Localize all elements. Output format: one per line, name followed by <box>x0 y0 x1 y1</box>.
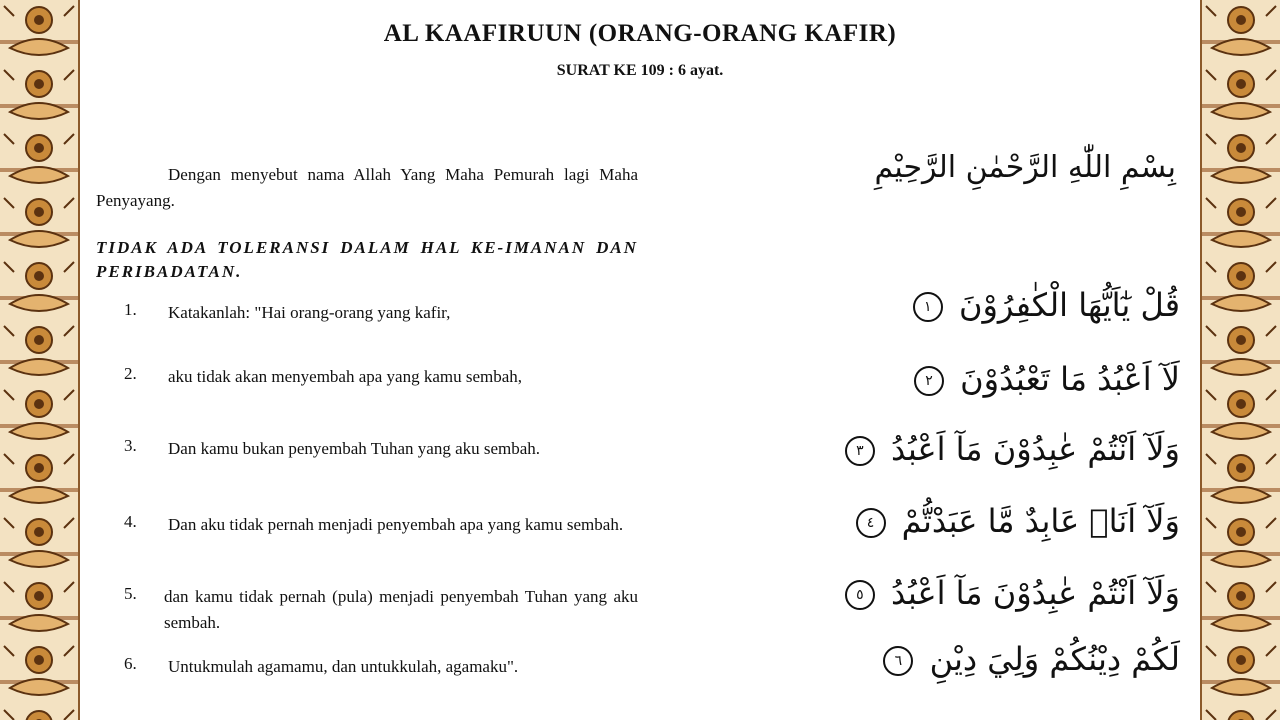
section-heading: TIDAK ADA TOLERANSI DALAM HAL KE-IMANAN DAN PERIBADATAN. <box>96 238 638 281</box>
verse-number: 4. <box>124 512 137 531</box>
ayah-number-marker: ٢ <box>914 366 944 396</box>
verse-arabic-text: وَلَآ اَنْتُمْ عٰبِدُوْنَ مَآ اَعْبُدُ <box>891 430 1180 468</box>
floral-pattern-icon <box>0 0 78 720</box>
verse-arabic-text: لَآ اَعْبُدُ مَا تَعْبُدُوْنَ <box>960 360 1180 398</box>
page-title: AL KAAFIRUUN (ORANG-ORANG KAFIR) <box>383 20 897 47</box>
verse-translation: Katakanlah: "Hai orang-orang yang kafir, <box>168 303 451 322</box>
verse-arabic-text: قُلْ يٰٓاَيُّهَا الْكٰفِرُوْنَ <box>958 286 1180 324</box>
bismillah-arabic: بِسْمِ اللّٰهِ الرَّحْمٰنِ الرَّحِيْمِ <box>874 150 1176 185</box>
verse-translation: dan kamu tidak pernah (pula) menjadi penyembah Tuhan yang aku sembah. <box>164 587 638 632</box>
floral-pattern-icon <box>1202 0 1280 720</box>
verse-number: 3. <box>124 436 137 455</box>
verse-arabic <box>845 430 1180 468</box>
verse-translation: Untukmulah agamamu, dan untukkulah, agamaku". <box>168 657 519 676</box>
verse-number: 2. <box>124 364 137 383</box>
verse-number: 6. <box>124 654 137 673</box>
verse-translation: Dan kamu bukan penyembah Tuhan yang aku sembah. <box>168 439 541 458</box>
verse-arabic-text: وَلَآ اَنَا۠ عَابِدٌ مَّا عَبَدْتُّمْ <box>901 502 1180 540</box>
verse-number: 1. <box>124 300 137 319</box>
intro-text: Dengan menyebut nama Allah Yang Maha Pemurah lagi Maha Penyayang. <box>96 165 638 210</box>
left-ornament-border <box>0 0 80 720</box>
page-subtitle: SURAT KE 109 : 6 ayat. <box>556 62 724 79</box>
verse-arabic <box>845 574 1180 612</box>
ayah-number-marker: ٦ <box>883 646 913 676</box>
ayah-number-marker: ٤ <box>856 508 886 538</box>
ayah-number-marker: ٣ <box>845 436 875 466</box>
ayah-number-marker: ١ <box>913 292 943 322</box>
verse-arabic <box>883 640 1180 678</box>
verse-number: 5. <box>124 584 137 603</box>
right-ornament-border <box>1200 0 1280 720</box>
verse-arabic-text: لَكُمْ دِيْنُكُمْ وَلِيَ دِيْنِ <box>929 640 1180 678</box>
verse-arabic <box>913 286 1180 324</box>
verse-translation: aku tidak akan menyembah apa yang kamu sembah, <box>168 367 523 386</box>
verse-arabic <box>914 360 1180 398</box>
ayah-number-marker: ٥ <box>845 580 875 610</box>
verse-arabic-text: وَلَآ اَنْتُمْ عٰبِدُوْنَ مَآ اَعْبُدُ <box>891 574 1180 612</box>
verse-translation: Dan aku tidak pernah menjadi penyembah apa yang kamu sembah. <box>168 515 624 534</box>
verse-arabic <box>856 502 1181 540</box>
